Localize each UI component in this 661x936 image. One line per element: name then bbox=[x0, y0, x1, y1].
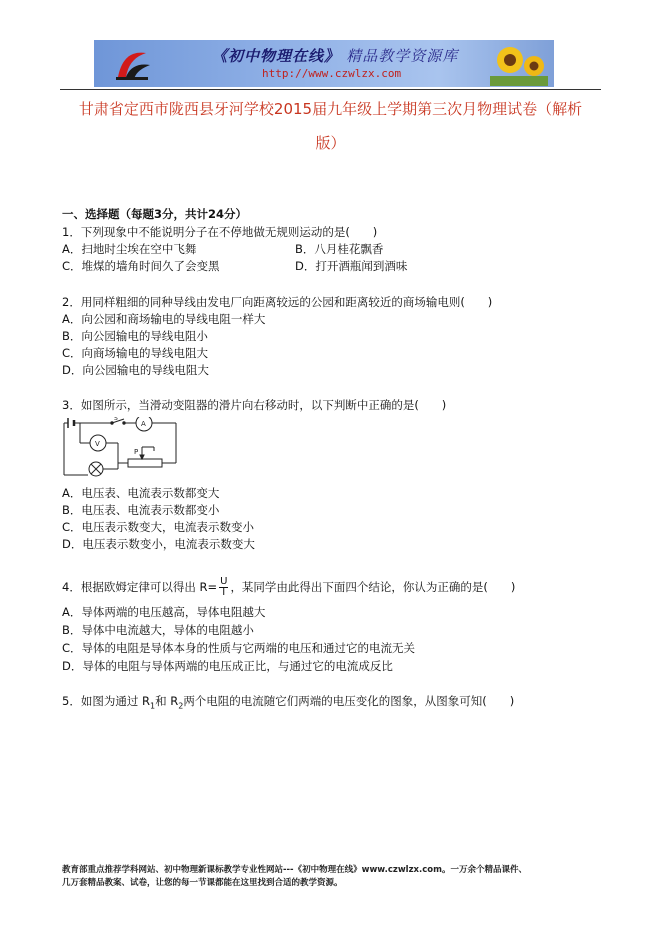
q1-option-b: B．八月桂花飘香 bbox=[295, 242, 384, 256]
ammeter-label: A bbox=[141, 420, 146, 428]
q4-option-a: A．导体两端的电压越高，导体电阻越大 bbox=[62, 605, 266, 619]
q3-stem: 3．如图所示，当滑动变阻器的滑片向右移动时，以下判断中正确的是( ) bbox=[62, 398, 447, 412]
q2-option-a: A．向公园和商场输电的导线电阻一样大 bbox=[62, 312, 266, 326]
section-heading: 一、选择题（每题3分，共计24分） bbox=[62, 207, 248, 221]
q4-option-c: C．导体的电阻是导体本身的性质与它两端的电压和通过它的电流无关 bbox=[62, 641, 416, 655]
q2-option-b: B．向公园输电的导线电阻小 bbox=[62, 329, 208, 343]
q3-option-a: A．电压表、电流表示数都变大 bbox=[62, 486, 220, 500]
circuit-diagram bbox=[62, 417, 180, 480]
banner-url: http://www.czwlzx.com bbox=[262, 67, 402, 80]
q3-option-c: C．电压表示数变大，电流表示数变小 bbox=[62, 520, 255, 534]
slider-label: P bbox=[134, 448, 139, 456]
switch-label: S bbox=[114, 417, 118, 422]
q4-option-d: D．导体的电阻与导体两端的电压成正比，与通过它的电流成反比 bbox=[62, 659, 393, 673]
document-title-line2: 版） bbox=[315, 134, 346, 152]
document-title-line1: 甘肃省定西市陇西县牙河学校2015届九年级上学期第三次月物理试卷（解析 bbox=[78, 100, 583, 118]
q5-stem: 5．如图为通过 $R_1$和 $R_2$两个电阻的电流随它们两端的电压变化的图象，从图象可知( ) bbox=[62, 694, 515, 711]
ohm-fraction: $\frac{U}{I}$ bbox=[220, 576, 228, 598]
q3-option-d: D．电压表示数变小，电流表示数变大 bbox=[62, 537, 255, 551]
q2-option-c: C．向商场输电的导线电阻大 bbox=[62, 346, 209, 360]
voltmeter-label: V bbox=[95, 440, 100, 448]
page-footer: 教育部重点推荐学科网站、初中物理新课标教学专业性网站---《初中物理在线》www.czwlzx.com。一万余个精品课件、 几万套精品教案、试卷，让您的每一节课都能在这里找到合适的教学资源。 bbox=[62, 865, 527, 888]
sunflower-icon bbox=[490, 42, 548, 86]
q3-option-b: B．电压表、电流表示数都变小 bbox=[62, 503, 220, 517]
q1-option-a: A．扫地时尘埃在空中飞舞 bbox=[62, 242, 197, 256]
logo-icon bbox=[112, 47, 152, 83]
header-banner bbox=[94, 40, 554, 87]
q4-stem: 4．根据欧姆定律可以得出 R= $\frac{U}{I}$ ，某同学由此得出下面四个结论，你认为正确的是( ) bbox=[62, 576, 516, 598]
q4-option-b: B．导体中电流越大，导体的电阻越小 bbox=[62, 623, 254, 637]
q2-option-d: D．向公园输电的导线电阻大 bbox=[62, 363, 209, 377]
q2-stem: 2．用同样粗细的同种导线由发电厂向距离较远的公园和距离较近的商场输电则( ) bbox=[62, 295, 493, 309]
q1-stem: 1．下列现象中不能说明分子在不停地做无规则运动的是( ) bbox=[62, 225, 378, 239]
header-rule bbox=[60, 89, 601, 90]
q1-option-c: C．堆煤的墙角时间久了会变黑 bbox=[62, 259, 220, 273]
q1-option-d: D．打开酒瓶闻到酒味 bbox=[295, 259, 408, 273]
banner-title: 《初中物理在线》 精品教学资源库 bbox=[212, 47, 459, 65]
